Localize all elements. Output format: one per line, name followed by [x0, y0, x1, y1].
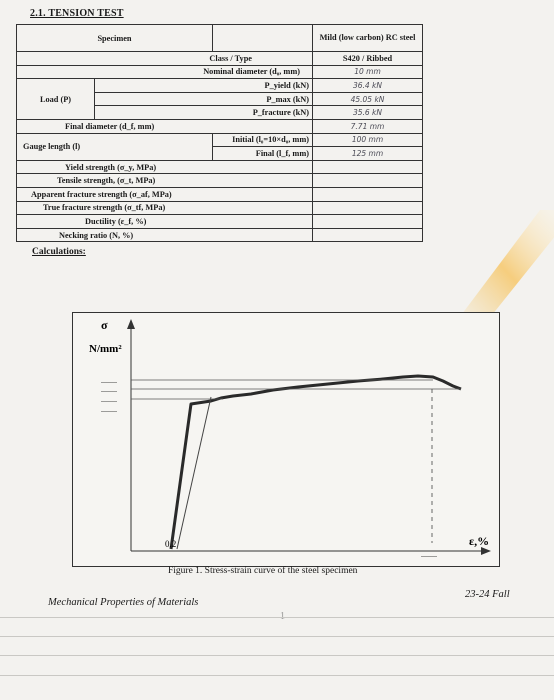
table-row — [17, 215, 423, 229]
row-value-handwritten: 7.71 mm — [313, 119, 423, 133]
table-row — [17, 65, 423, 79]
row-label: Apparent fracture strength (σ_af, MPa) — [17, 187, 313, 201]
row-label: P_fracture (kN) — [95, 106, 313, 120]
table-row — [17, 25, 423, 52]
calculations-heading: Calculations: — [32, 247, 86, 257]
table-row — [17, 79, 423, 93]
row-value-empty — [313, 174, 423, 188]
load-group-label: Load (P) — [17, 79, 95, 120]
y-axis-arrow — [127, 319, 135, 329]
row-value-handwritten: 125 mm — [313, 147, 423, 161]
section-title: 2.1. TENSION TEST — [30, 8, 124, 19]
row-label: Final (l_f, mm) — [213, 147, 313, 161]
row-label: Tensile strength, (σ_t, MPa) — [17, 174, 313, 188]
row-value-handwritten: 45.05 kN — [313, 92, 423, 106]
stress-strain-graph — [72, 312, 500, 567]
row-label: Initial (l₀=10×d₀, mm) — [213, 133, 313, 147]
table-row — [17, 228, 423, 242]
row-value-empty — [313, 187, 423, 201]
row-value-handwritten: 35.6 kN — [313, 106, 423, 120]
table-row — [17, 52, 423, 66]
fracture-strain-blank: ........ — [421, 550, 437, 559]
row-label: Necking ratio (N, %) — [17, 228, 313, 242]
row-label: P_max (kN) — [95, 92, 313, 106]
table-row — [17, 201, 423, 215]
table-row — [17, 119, 423, 133]
offset-label: 0.2 — [165, 539, 177, 549]
row-value-empty — [313, 215, 423, 229]
y-axis-unit: N/mm² — [89, 343, 122, 355]
table-spacer — [213, 25, 313, 52]
table-row — [17, 174, 423, 188]
stress-strain-curve — [171, 376, 461, 549]
x-axis-label: ε,% — [469, 534, 490, 548]
row-label: P_yield (kN) — [95, 79, 313, 93]
apparent-value-blank: ........ — [101, 405, 117, 414]
row-label: Yield strength (σ_y, MPa) — [17, 160, 313, 174]
gauge-group-label: Gauge length (l) — [17, 133, 213, 160]
row-label: Nominal diameter (d₀, mm) — [17, 65, 313, 79]
yield-value-blank: ........ — [101, 395, 117, 404]
divider — [0, 675, 554, 676]
y-axis-symbol: σ — [101, 318, 108, 332]
tensile-value-blank: ........ — [101, 376, 117, 385]
table-row — [17, 133, 423, 147]
table-header-label: Specimen — [17, 25, 213, 52]
row-label: Ductility (ε_f, %) — [17, 215, 313, 229]
divider — [0, 617, 554, 618]
divider — [0, 655, 554, 656]
term-label: 23-24 Fall — [465, 589, 510, 600]
row-label: Class / Type — [17, 52, 313, 66]
table-row — [17, 187, 423, 201]
row-value-handwritten: 36.4 kN — [313, 79, 423, 93]
row-value: S420 / Ribbed — [313, 52, 423, 66]
row-label: True fracture strength (σ_tf, MPa) — [17, 201, 313, 215]
tension-test-table — [16, 24, 423, 242]
divider — [0, 636, 554, 637]
row-label: Final diameter (d_f, mm) — [17, 119, 313, 133]
row-value-empty — [313, 160, 423, 174]
stress-strain-plot — [73, 313, 499, 566]
row-value-empty — [313, 201, 423, 215]
figure-caption: Figure 1. Stress-strain curve of the steel specimen — [168, 566, 358, 576]
table-header-value: Mild (low carbon) RC steel — [313, 25, 423, 52]
row-value-handwritten: 10 mm — [313, 65, 423, 79]
table-row — [17, 160, 423, 174]
fracture-value-blank: ........ — [101, 385, 117, 394]
course-title: Mechanical Properties of Materials — [48, 597, 199, 608]
x-axis-arrow — [481, 547, 491, 555]
row-value-empty — [313, 228, 423, 242]
row-value-handwritten: 100 mm — [313, 133, 423, 147]
